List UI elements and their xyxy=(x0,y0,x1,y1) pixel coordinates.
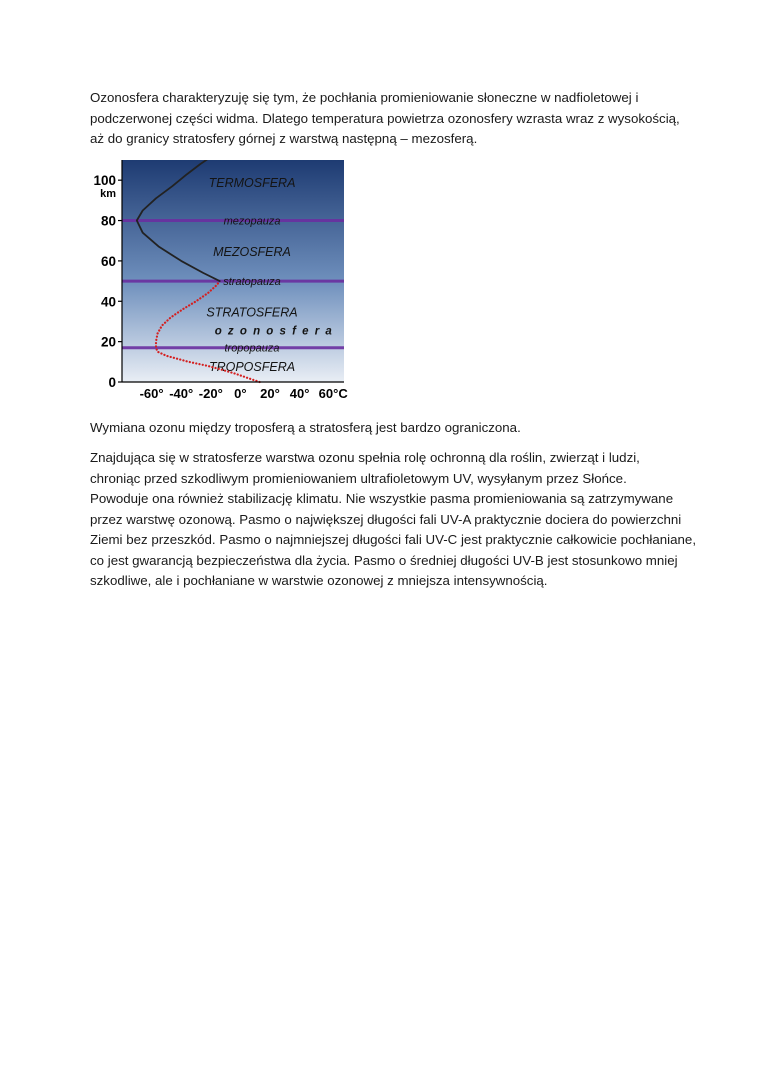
y-tick-label: 100 xyxy=(93,173,116,189)
intro-paragraph xyxy=(90,88,680,150)
layer-label-2: MEZOSFERA xyxy=(213,244,291,259)
x-tick-label: -60° xyxy=(139,386,164,400)
layer-label-1: mezopauza xyxy=(223,215,281,228)
x-tick-label: 0° xyxy=(234,386,247,400)
atmosphere-temperature-chart xyxy=(92,160,348,400)
layer-label-0: TERMOSFERA xyxy=(208,176,296,191)
x-tick-label: 40° xyxy=(289,386,310,400)
layer-label-3: stratopauza xyxy=(223,276,281,289)
layer-label-6: tropopauza xyxy=(224,342,280,355)
x-tick-label: 20° xyxy=(260,386,280,400)
text-line: szkodliwe, ale i pochłaniane w warstwie ozonowej z mniejsza intensywnością. xyxy=(90,573,548,588)
text-line: aż do granicy stratosfery górnej z warstwą następną – mezosferą. xyxy=(90,131,478,146)
text-line: chroniąc przed szkodliwym promieniowaniem ultrafioletowym UV, wysyłanym przez Słońce. xyxy=(90,470,627,486)
text-line: co jest gwarancją bezpieczeństwa dla życia. Pasmo o średniej długości UV-B jest stosunkowo mniej xyxy=(90,552,678,568)
chart-canvas xyxy=(92,160,348,400)
text-line: Wymiana ozonu między troposferą a stratosferą jest bardzo ograniczona. xyxy=(90,420,521,435)
x-tick-label: 60°C xyxy=(318,386,348,400)
layer-label-5: o z o n o s f e r a xyxy=(214,325,334,338)
y-tick-label: 0 xyxy=(108,375,116,390)
text-line: przez warstwę ozonową. Pasmo o największej długości fali UV-A praktycznie dociera do powierzchni xyxy=(90,511,682,527)
y-tick-label: 40 xyxy=(100,294,116,310)
exchange-paragraph xyxy=(90,418,680,439)
layer-label-7: TROPOSFERA xyxy=(208,359,296,374)
y-unit-label: km xyxy=(100,188,116,201)
x-tick-label: -40° xyxy=(169,386,194,400)
x-tick-label: -20° xyxy=(198,386,223,400)
y-tick-label: 80 xyxy=(100,213,116,229)
layer-label-4: STRATOSFERA xyxy=(206,305,298,320)
y-tick-label: 20 xyxy=(100,334,116,350)
ozone-layer-paragraph xyxy=(90,448,697,592)
text-line: Znajdująca się w stratosferze warstwa ozonu spełnia rolę ochronną dla roślin, zwierząt i ludzi, xyxy=(90,450,640,465)
text-line: Ziemi bez przeszkód. Pasmo o najmniejszej długości fali UV-C jest praktycznie całkowicie pochłaniane, xyxy=(90,532,697,547)
text-line: Ozonosfera charakteryzuję się tym, że pochłania promieniowanie słoneczne w nadfioletowej i xyxy=(90,90,639,105)
text-line: Powoduje ona również stabilizację klimatu. Nie wszystkie pasma promieniowania są zatrzymywane xyxy=(90,491,674,506)
y-tick-label: 60 xyxy=(100,253,116,269)
text-line: podczerwonej części widma. Dlatego temperatura powietrza ozonosfery wzrasta wraz z wysokością, xyxy=(90,110,680,126)
